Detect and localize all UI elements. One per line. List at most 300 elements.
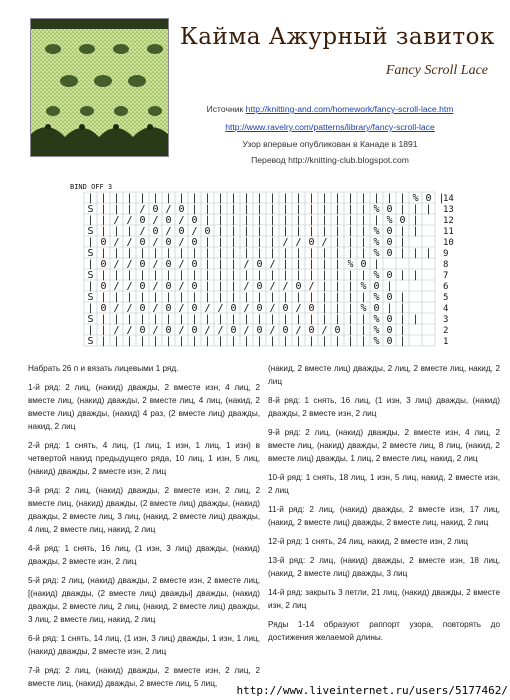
chart-symbol: | [399,336,406,347]
chart-symbol: | [347,336,354,347]
instruction-paragraph: Ряды 1-14 образуют раппорт узора, повторять до достижения желаемой длины. [268,620,500,642]
chart-symbol: 0 [191,259,198,270]
chart-symbol: | [256,237,263,248]
chart-symbol: | [243,215,250,226]
instruction-paragraph: (накид, 2 вместе лиц) дважды, 2 лиц, 2 вместе лиц, накид, 2 лиц [268,364,500,386]
chart-symbol: | [204,204,211,215]
chart-symbol: 0 [100,303,107,314]
chart-symbol: | [334,270,341,281]
chart-symbol: / [321,237,328,248]
chart-symbol: | [230,292,237,303]
instruction-paragraph: 3-й ряд: 2 лиц, (накид) дважды, 2 вместе изн, 2 лиц, 2 вместе лиц, (накид) дважды, (2 вместе лиц) дважды, (накид) дважды, 2 вместе лиц, 3 лиц, (накид, 2 вместе лиц) дважды, 4 лиц, 2 вместе лиц, накид, 2 лиц [28,486,260,534]
chart-symbol: | [412,248,419,259]
chart-symbol: S [87,226,94,237]
instructions-left [28,362,260,696]
chart-symbol: | [334,237,341,248]
chart-symbol: S [87,248,94,259]
chart-symbol: | [139,336,146,347]
chart-symbol: | [334,193,341,204]
chart-symbol: % [373,248,380,259]
chart-symbol: | [282,314,289,325]
chart-symbol: | [100,215,107,226]
chart-symbol: | [87,259,94,270]
chart-symbol: | [373,193,380,204]
chart-symbol: | [100,248,107,259]
row-number: 1 [443,337,449,347]
chart-symbol: 0 [386,204,393,215]
chart-symbol: / [113,215,120,226]
lace-photo-image [31,19,168,156]
chart-symbol: | [347,325,354,336]
chart-symbol: | [87,215,94,226]
chart-symbol: | [230,226,237,237]
chart-symbol: | [256,270,263,281]
chart-symbol: 0 [386,314,393,325]
chart-symbol: 0 [191,325,198,336]
chart-symbol: 0 [165,237,172,248]
chart-symbol: 0 [308,303,315,314]
chart-symbol: / [269,325,276,336]
chart-symbol: | [347,314,354,325]
chart-symbol: | [386,193,393,204]
chart-symbol: | [269,226,276,237]
chart-symbol: | [204,215,211,226]
chart-symbol: 0 [165,325,172,336]
chart-symbol: | [87,281,94,292]
chart-symbol: 0 [230,303,237,314]
chart-symbol: | [243,314,250,325]
chart-symbol: | [321,248,328,259]
chart-symbol: 0 [386,325,393,336]
chart-symbol: / [191,226,198,237]
chart-symbol: | [386,281,393,292]
chart-symbol: % [373,226,380,237]
chart-symbol: | [256,336,263,347]
chart-symbol: | [412,215,419,226]
chart-symbol: / [165,204,172,215]
chart-symbol: | [152,270,159,281]
chart-symbol: 0 [178,204,185,215]
chart-symbol: | [334,248,341,259]
chart-symbol: | [295,193,302,204]
ravelry-line [160,122,500,132]
chart-symbol: | [243,248,250,259]
chart-symbol: | [165,336,172,347]
chart-symbol: | [347,292,354,303]
chart-symbol: 0 [308,237,315,248]
chart-symbol: / [178,325,185,336]
chart-symbol: | [282,270,289,281]
chart-symbol: | [100,325,107,336]
chart-symbol: 0 [152,204,159,215]
chart-symbol: % [373,336,380,347]
chart-symbol: / [269,281,276,292]
chart-symbol: | [308,336,315,347]
chart-symbol: / [295,325,302,336]
chart-symbol: / [126,303,133,314]
chart-symbol: | [282,226,289,237]
chart-symbol: | [204,270,211,281]
chart-symbol: 0 [100,237,107,248]
chart-symbol: | [191,248,198,259]
chart-symbol: | [282,292,289,303]
chart-symbol: | [113,193,120,204]
chart-symbol: | [217,226,224,237]
chart-symbol: | [256,226,263,237]
chart-symbol: | [243,336,250,347]
chart-symbol: 0 [191,215,198,226]
chart-symbol: / [126,215,133,226]
chart-symbol: % [373,314,380,325]
chart-symbol: | [217,314,224,325]
chart-symbol: | [113,248,120,259]
chart-symbol: | [282,204,289,215]
chart-symbol: / [126,237,133,248]
chart-symbol: | [126,248,133,259]
chart-symbol: | [100,226,107,237]
chart-symbol: | [178,248,185,259]
chart-symbol: / [217,325,224,336]
source-link[interactable]: http://knitting-and.com/homework/fancy-scroll-lace.htm [245,104,454,114]
chart-symbol: 0 [386,336,393,347]
chart-symbol: | [347,281,354,292]
row-number: 10 [443,238,454,248]
chart-symbol: 0 [100,259,107,270]
chart-symbol: | [308,270,315,281]
chart-symbol: | [126,204,133,215]
chart-symbol: | [217,248,224,259]
chart-symbol: | [321,259,328,270]
chart-symbol: | [217,204,224,215]
chart-symbol: | [412,270,419,281]
chart-symbol: / [243,325,250,336]
chart-symbol: S [87,314,94,325]
chart-symbol: | [347,248,354,259]
chart-symbol: | [230,281,237,292]
instruction-paragraph: 9-й ряд: 2 лиц, (накид) дважды, 2 вместе изн, 4 лиц, 2 вместе лиц, (накид) дважды, 2 вместе лиц, 8 лиц, (накид, 2 вместе лиц) дважды, 1 лиц, 2 вместе лиц, накид, 2 лиц [268,428,500,463]
chart-symbol: | [269,314,276,325]
chart-symbol: | [347,215,354,226]
chart-symbol: / [152,281,159,292]
chart-symbol: | [152,336,159,347]
bind-off-label: BIND OFF 3 [70,183,113,191]
chart-symbol: | [100,193,107,204]
chart-symbol: | [256,248,263,259]
instruction-paragraph: 11-й ряд: 2 лиц, (накид) дважды, 2 вместе изн, 17 лиц, (накид, 2 вместе лиц) дважды, 2 вместе лиц, накид, 2 лиц [268,505,500,527]
chart-symbol: | [126,314,133,325]
chart-symbol: 0 [191,303,198,314]
chart-symbol: 0 [360,259,367,270]
chart-symbol: | [308,215,315,226]
chart-symbol: | [230,336,237,347]
chart-symbol: | [126,292,133,303]
chart-symbol: 0 [373,281,380,292]
source-line [160,104,500,114]
row-number: 9 [443,249,449,259]
chart-symbol: | [152,292,159,303]
chart-symbol: | [360,215,367,226]
chart-symbol: | [256,215,263,226]
chart-symbol: / [295,303,302,314]
chart-symbol: | [308,248,315,259]
chart-symbol: | [360,226,367,237]
instruction-paragraph: 2-й ряд: 1 снять, 4 лиц, (1 лиц, 1 изн, 1 лиц, 1 изн) в четвертой накид предыдущего ряда, 10 лиц, 1 изн, 5 лиц, (накид) дважды, 2 вместе изн, 2 лиц [28,441,260,476]
chart-symbol: | [282,215,289,226]
chart-symbol: | [243,292,250,303]
chart-symbol: 0 [165,215,172,226]
chart-symbol: 0 [165,303,172,314]
chart-symbol: % [360,281,367,292]
chart-symbol: | [360,270,367,281]
chart-symbol: | [295,204,302,215]
chart-symbol: | [321,314,328,325]
chart-symbol: / [308,281,315,292]
instruction-paragraph: 10-й ряд: 1 снять, 18 лиц, 1 изн, 5 лиц, накид, 2 вместе изн, 2 лиц [268,473,500,495]
chart-symbol: | [399,292,406,303]
chart-symbol: 0 [204,226,211,237]
page-subtitle: Fancy Scroll Lace [385,63,488,78]
chart-symbol: | [217,281,224,292]
chart-symbol: | [308,193,315,204]
row-number: 12 [443,216,454,226]
chart-symbol: / [178,281,185,292]
chart-symbol: / [243,281,250,292]
chart-symbol: | [347,237,354,248]
chart-symbol: | [191,270,198,281]
chart-symbol: | [243,193,250,204]
chart-symbol: | [360,314,367,325]
chart-symbol: | [230,314,237,325]
chart-symbol: | [269,193,276,204]
instruction-paragraph: 14-й ряд: закрыть 3 петли, 21 лиц, (накид) дважды, 2 вместе изн, 2 лиц [268,588,500,610]
footer-url: http://www.liveinternet.ru/users/5177462/ [236,684,508,697]
chart-symbol: | [191,314,198,325]
chart-symbol: | [269,204,276,215]
chart-symbol: | [139,292,146,303]
chart-symbol: | [126,336,133,347]
chart-symbol: % [347,259,354,270]
row-number: 6 [443,282,449,292]
chart-symbol: | [269,292,276,303]
chart-symbol: 0 [334,325,341,336]
chart-symbol: | [295,215,302,226]
row-number: 7 [443,271,449,281]
lace-photo [30,18,169,157]
chart-symbol: 0 [386,270,393,281]
chart-symbol: 0 [425,193,432,204]
chart-symbol: | [204,281,211,292]
chart-symbol: | [269,248,276,259]
chart-symbol: | [178,336,185,347]
chart-symbol: 0 [295,281,302,292]
chart-symbol: | [139,270,146,281]
chart-symbol: 0 [282,303,289,314]
chart-symbol: | [438,193,445,204]
chart-symbol: | [321,204,328,215]
chart-symbol: 0 [256,325,263,336]
chart-symbol: / [139,226,146,237]
chart-symbol: | [113,204,120,215]
translation-url: http://knitting-club.blogspot.com [288,155,409,165]
chart-symbol: 0 [191,281,198,292]
chart-symbol: 0 [178,226,185,237]
row-number: 3 [443,315,449,325]
chart-symbol: / [282,237,289,248]
chart-symbol: | [87,193,94,204]
chart-symbol: 0 [139,325,146,336]
chart-symbol: | [321,226,328,237]
page-title: Кайма Ажурный завиток [180,24,495,50]
chart-symbol: | [334,204,341,215]
chart-symbol: | [399,237,406,248]
ravelry-link[interactable]: http://www.ravelry.com/patterns/library/fancy-scroll-lace [225,122,435,132]
chart-symbol: | [256,314,263,325]
chart-symbol: | [204,259,211,270]
chart-symbol: | [412,226,419,237]
chart-symbol: 0 [100,281,107,292]
chart-symbol: | [334,292,341,303]
chart-symbol: / [295,237,302,248]
instruction-paragraph: 12-й ряд: 1 снять, 24 лиц, накид, 2 вместе изн, 2 лиц [268,537,468,546]
chart-symbol: | [178,292,185,303]
chart-symbol: / [217,303,224,314]
chart-symbol: | [178,270,185,281]
chart-symbol: 0 [139,281,146,292]
chart-symbol: | [360,248,367,259]
chart-symbol: | [139,314,146,325]
chart-symbol: 0 [308,325,315,336]
chart-symbol: % [373,204,380,215]
chart-symbol: | [295,292,302,303]
chart-symbol: | [347,270,354,281]
chart-symbol: | [269,270,276,281]
chart-symbol: | [295,259,302,270]
chart-symbol: | [334,314,341,325]
chart-symbol: / [113,237,120,248]
row-number: 4 [443,304,449,314]
chart-symbol: | [334,336,341,347]
chart-symbol: | [399,226,406,237]
chart-symbol: | [243,226,250,237]
chart-symbol: | [100,204,107,215]
chart-symbol: | [87,303,94,314]
chart-symbol: | [256,193,263,204]
chart-symbol: | [347,204,354,215]
chart-symbol: / [178,237,185,248]
chart-symbol: | [217,259,224,270]
chart-symbol: | [282,336,289,347]
chart-symbol: | [360,237,367,248]
chart-symbol: | [269,237,276,248]
chart-symbol: 0 [373,303,380,314]
knitting-chart [70,180,460,352]
chart-symbol: | [256,292,263,303]
chart-symbol: | [334,259,341,270]
chart-symbol: / [243,259,250,270]
chart-symbol: | [412,204,419,215]
published-note: Узор впервые опубликован в Канаде в 1891 [242,139,418,149]
chart-symbol: | [295,248,302,259]
chart-symbol: | [321,336,328,347]
chart-symbol: | [334,215,341,226]
chart-symbol: | [113,292,120,303]
instruction-paragraph: 7-й ряд: 2 лиц, (накид) дважды, 2 вместе изн, 2 лиц, 2 вместе лиц, (накид) дважды, 2 вместе лиц, 5 лиц, [28,666,260,688]
chart-symbol: | [282,193,289,204]
chart-symbol: | [165,292,172,303]
chart-symbol: | [87,237,94,248]
chart-symbol: / [113,259,120,270]
translation-line [160,155,500,165]
chart-symbol: / [243,303,250,314]
chart-symbol: | [230,215,237,226]
chart-symbol: | [321,270,328,281]
instruction-paragraph: 1-й ряд: 2 лиц, (накид) дважды, 2 вместе изн, 4 лиц, 2 вместе лиц, (накид) дважды, 2 вместе лиц, 4 лиц, (накид, 2 вместе лиц) дважды, (накид) 4 раз, (2 вместе лиц) дважды, накид, 2 лиц [28,383,260,431]
chart-symbol: / [178,259,185,270]
chart-symbol: | [334,303,341,314]
chart-symbol: | [399,193,406,204]
chart-symbol: | [113,336,120,347]
instruction-paragraph: 5-й ряд: 2 лиц, (накид) дважды, 2 вместе изн, 2 вместе лиц, [(накид) дважды, (2 вместе лиц) дважды] дважды, (накид) дважды, 2 вместе лиц, 2 лиц, (накид, 2 вместе лиц) дважды, 3 лиц, 2 вместе лиц, накид, 2 лиц [28,576,260,624]
chart-symbol: | [152,193,159,204]
chart-symbol: | [178,314,185,325]
chart-symbol: / [269,259,276,270]
chart-symbol: / [269,303,276,314]
chart-symbol: | [113,226,120,237]
chart-symbol: | [100,292,107,303]
chart-symbol: | [243,270,250,281]
chart-symbol: | [360,336,367,347]
chart-symbol: | [360,204,367,215]
chart-symbol: % [386,215,393,226]
chart-symbol: / [152,215,159,226]
chart-symbol: | [399,204,406,215]
chart-symbol: / [282,281,289,292]
chart-symbol: | [321,193,328,204]
chart-symbol: | [230,204,237,215]
translation-label: Перевод [251,155,286,165]
chart-symbol: | [321,292,328,303]
row-number: 14 [443,194,454,204]
chart-symbol: | [373,215,380,226]
chart-symbol: | [113,270,120,281]
chart-symbol: | [321,281,328,292]
chart-symbol: | [217,292,224,303]
chart-symbol: | [282,248,289,259]
chart-symbol: 0 [139,215,146,226]
chart-symbol: S [87,336,94,347]
chart-symbol: | [191,193,198,204]
chart-symbol: | [100,270,107,281]
chart-symbol: % [373,270,380,281]
chart-symbol: | [165,248,172,259]
chart-symbol: | [204,292,211,303]
chart-symbol: 0 [165,281,172,292]
chart-symbol: | [87,325,94,336]
chart-symbol: / [113,281,120,292]
chart-symbol: 0 [256,303,263,314]
chart-symbol: | [126,193,133,204]
chart-symbol: | [204,248,211,259]
chart-symbol: | [204,237,211,248]
chart-symbol: 0 [165,259,172,270]
chart-symbol: | [139,193,146,204]
chart-symbol: | [191,204,198,215]
chart-symbol: S [87,204,94,215]
chart-symbol: | [126,270,133,281]
chart-symbol: | [217,193,224,204]
chart-symbol: | [347,303,354,314]
row-number: 8 [443,260,449,270]
